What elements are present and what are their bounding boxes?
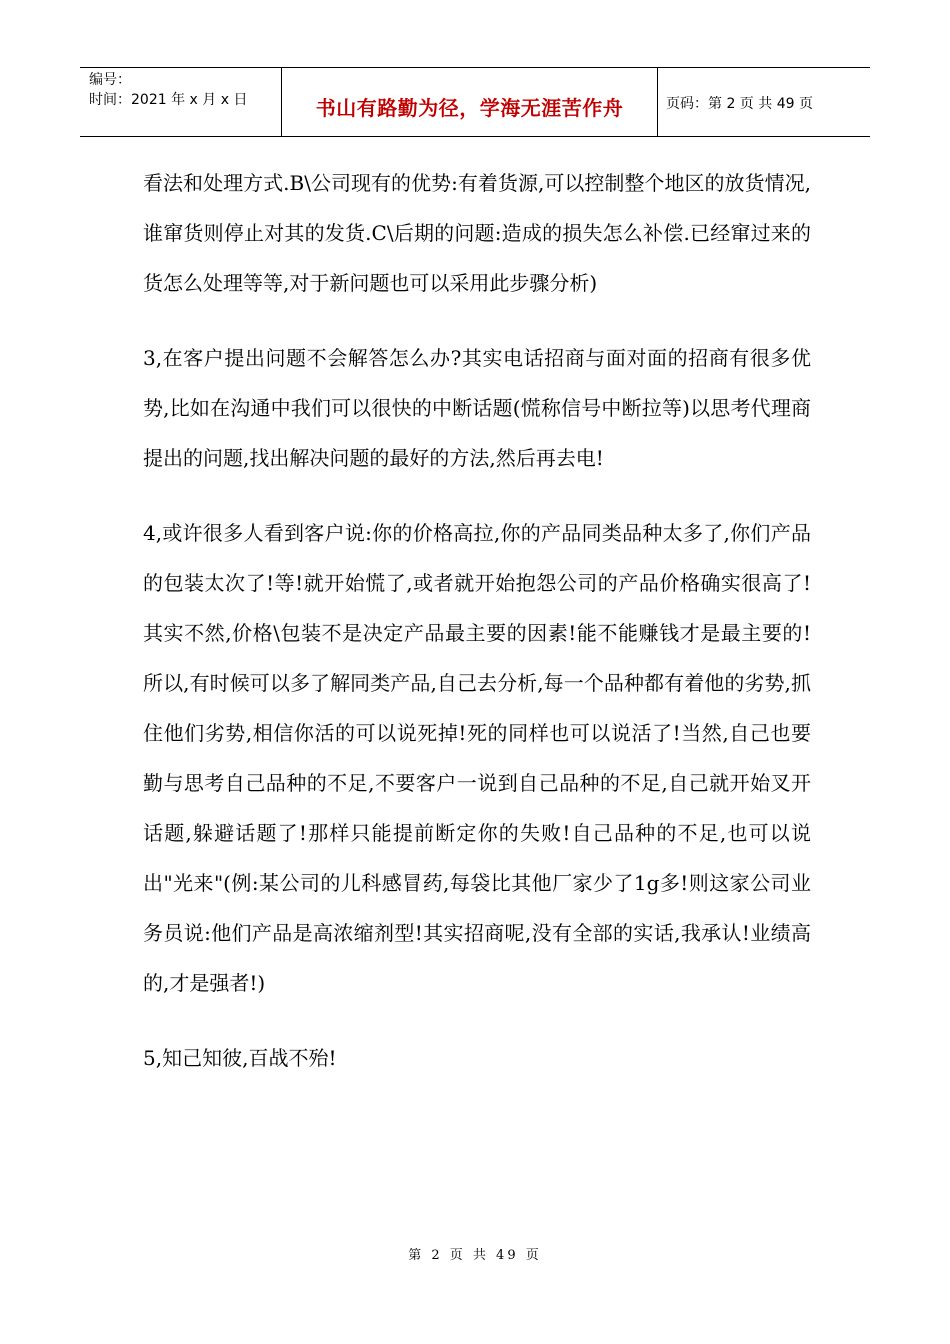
paragraph: 5,知己知彼,百战不殆! — [143, 1046, 337, 1070]
page-footer — [0, 1244, 950, 1263]
paragraph: 3,在客户提出问题不会解答怎么办?其实电话招商与面对面的招商有很多优势,比如在沟通中我们可以很快的中断话题(慌称信号中断拉等)以思考代理商提出的问题,找出解决问题的最好的方法,然后再去电! — [143, 346, 811, 470]
page-info: 页码：第 2 页 共 49 页 — [666, 96, 813, 112]
page-header — [80, 67, 870, 137]
paragraph: 4,或许很多人看到客户说:你的价格高拉,你的产品同类品种太多了,你们产品的包装太次了!等!就开始慌了,或者就开始抱怨公司的产品价格确实很高了!其实不然,价格\包装不是决定产品最主要的因素!能不能赚钱才是最主要的!所以,有时候可以多了解同类产品,自己去分析,每一个品种都有着他的劣势,抓住他们劣势,相信你活的可以说死掉!死的同样也可以说活了!当然,自己也要勤与思考自己品种的不足,不要客户一说到自己品种的不足,自己就开始叉开话题,躲避话题了!那样只能提前断定你的失败!自己品种的不足,也可以说出"光来"(例:某公司的儿科感冒药,每袋比其他厂家少了1g多!则这家公司业务员说:他们产品是高浓缩剂型!其实招商呢,没有全部的实话,我承认!业绩高的,才是强者!) — [143, 521, 811, 995]
document-body — [143, 158, 811, 1108]
header-motto-cell — [282, 68, 658, 136]
footer-page-number: 第 2 页 共 49 页 — [408, 1248, 542, 1263]
date-line: 时间：2021 年 x 月 x 日 — [89, 92, 248, 108]
header-info-cell — [80, 68, 282, 136]
paragraph: 看法和处理方式.B\公司现有的优势:有着货源,可以控制整个地区的放货情况,谁窜货则停止对其的发货.C\后期的问题:造成的损失怎么补偿.已经窜过来的货怎么处理等等,对于新问题也可以采用此步骤分析) — [143, 171, 811, 295]
motto-text: 书山有路勤为径，学海无涯苦作舟 — [315, 95, 624, 120]
header-page-cell — [658, 68, 870, 136]
serial-number-label: 编号： — [89, 72, 131, 88]
